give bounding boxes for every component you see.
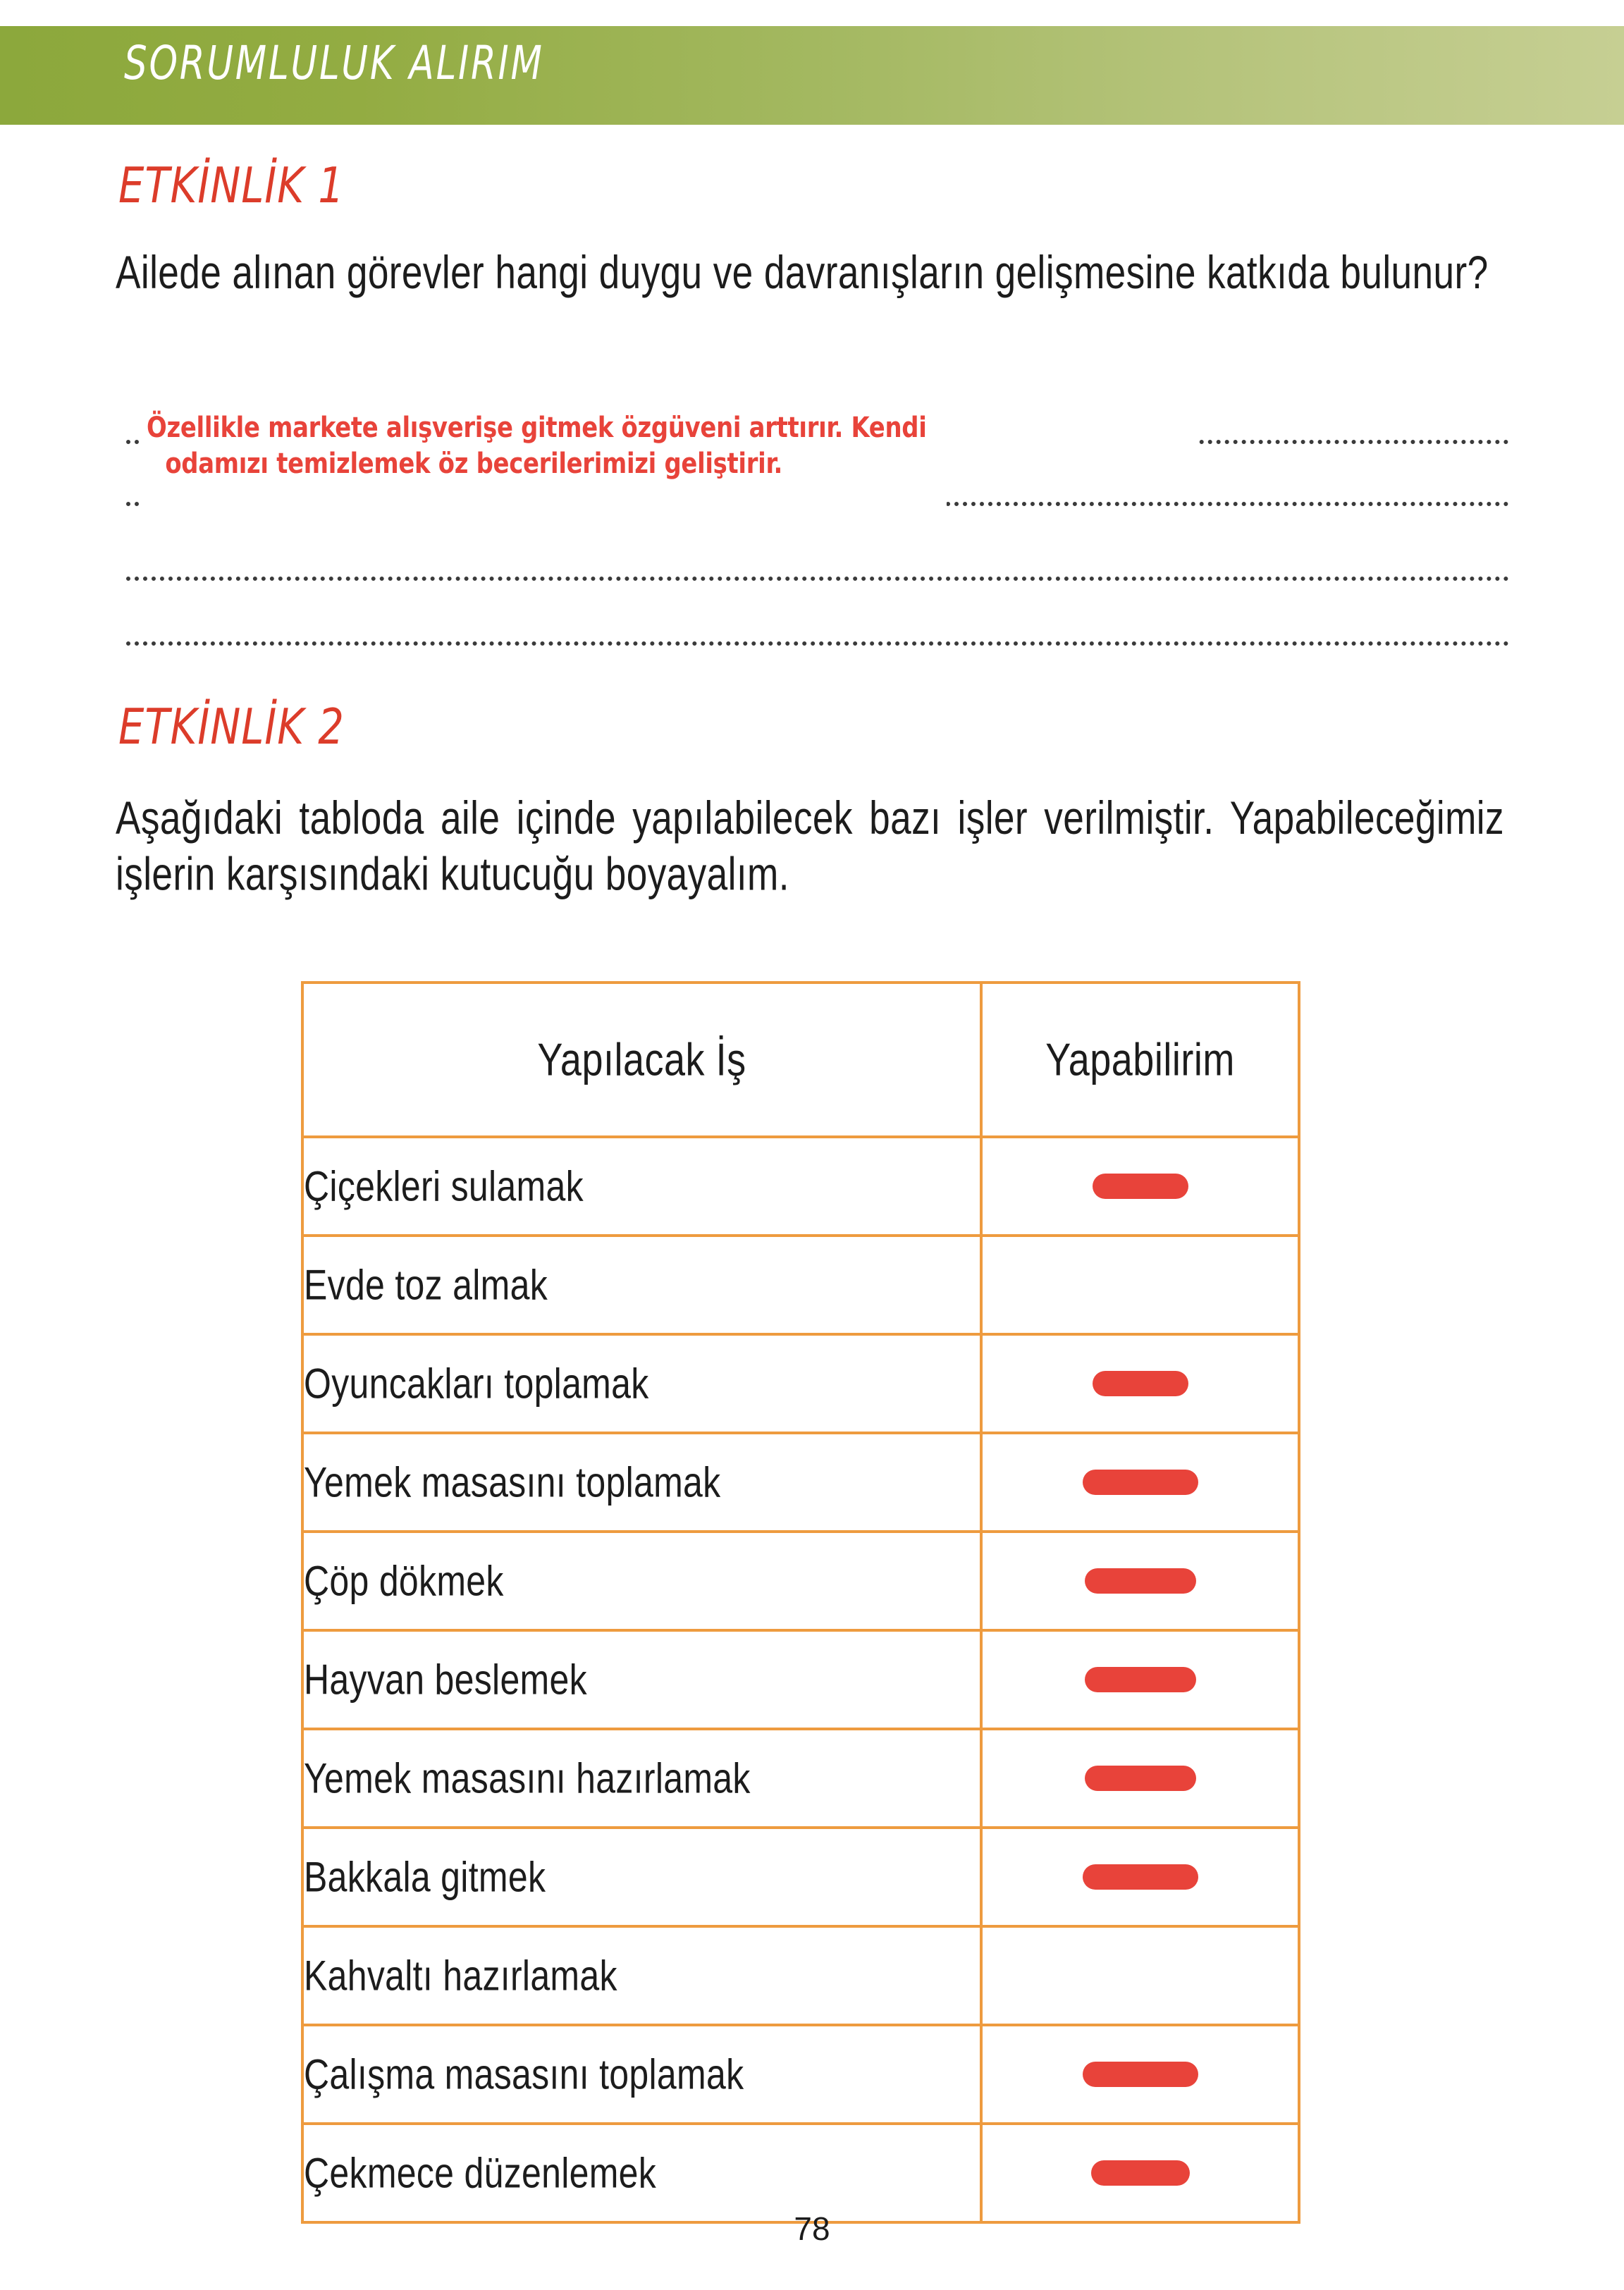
task-name-cell [302, 1630, 981, 1729]
filled-mark-bar [1093, 1174, 1188, 1199]
task-name-label: Oyuncakları toplamak [304, 1360, 649, 1408]
answer-write-mask [140, 485, 947, 515]
task-checklist-table [301, 981, 1300, 2224]
column-header-task-label: Yapılacak İş [537, 1034, 746, 1085]
can-do-checkbox-cell[interactable] [981, 2025, 1299, 2124]
task-name-cell [302, 1828, 981, 1926]
can-do-checkbox-cell[interactable] [981, 1532, 1299, 1630]
task-name-label: Hayvan beslemek [304, 1656, 587, 1704]
task-name-cell [302, 1236, 981, 1334]
task-name-label: Bakkala gitmek [304, 1853, 546, 1901]
table-body [302, 1137, 1299, 2222]
activity-1-heading: ETKİNLİK 1 [118, 156, 345, 214]
task-name-label: Çiçekleri sulamak [304, 1162, 584, 1210]
table-row [302, 1433, 1299, 1532]
filled-mark-bar [1083, 1470, 1198, 1495]
answer-dotted-line [126, 577, 1509, 581]
can-do-checkbox-cell[interactable] [981, 1236, 1299, 1334]
filled-mark-bar [1085, 1667, 1196, 1692]
task-name-cell [302, 1729, 981, 1828]
task-name-cell [302, 2025, 981, 2124]
filled-mark-bar [1093, 1371, 1188, 1396]
task-name-label: Çalışma masasını toplamak [304, 2050, 744, 2098]
filled-mark-bar [1083, 1864, 1198, 1890]
activity-1-answer-text [147, 410, 1167, 482]
can-do-checkbox-cell[interactable] [981, 2124, 1299, 2222]
table-row [302, 1532, 1299, 1630]
table-header-row [302, 983, 1299, 1137]
table-row [302, 2025, 1299, 2124]
page-title: SORUMLULUK ALIRIM [124, 37, 544, 91]
task-name-cell [302, 1334, 981, 1433]
task-name-label: Çöp dökmek [304, 1557, 504, 1605]
table-row [302, 1334, 1299, 1433]
can-do-checkbox-cell[interactable] [981, 1630, 1299, 1729]
activity-1-question: Ailede alınan görevler hangi duygu ve davranışların gelişmesine katkıda bulunur? [116, 247, 1489, 299]
task-name-cell [302, 2124, 981, 2222]
task-name-label: Çekmece düzenlemek [304, 2149, 657, 2197]
answer-line-1: Özellikle markete alışverişe gitmek özgüveni arttırır. Kendi [147, 412, 927, 444]
task-name-cell [302, 1137, 981, 1236]
table-row [302, 1236, 1299, 1334]
answer-dotted-line [126, 641, 1509, 646]
column-header-can-do-label: Yapabilirim [1045, 1034, 1235, 1085]
task-name-label: Yemek masasını toplamak [304, 1458, 721, 1506]
table-row [302, 1828, 1299, 1926]
activity-2-instruction: Aşağıdaki tabloda aile içinde yapılabilecek bazı işler verilmiştir. Yapabileceğimiz işlerin karşısındaki kutucuğu boyayalım. [116, 792, 1504, 900]
filled-mark-bar [1091, 2160, 1190, 2186]
table-row [302, 2124, 1299, 2222]
column-header-task [302, 983, 981, 1137]
task-name-cell [302, 1926, 981, 2025]
task-name-label: Evde toz almak [304, 1261, 548, 1309]
can-do-checkbox-cell[interactable] [981, 1433, 1299, 1532]
column-header-can-do [981, 983, 1299, 1137]
activity-1-answer-area[interactable] [116, 409, 1518, 663]
answer-line-2: odamızı temizlemek öz becerilerimizi geliştirir. [165, 448, 783, 481]
can-do-checkbox-cell[interactable] [981, 1137, 1299, 1236]
can-do-checkbox-cell[interactable] [981, 1926, 1299, 2025]
task-name-cell [302, 1532, 981, 1630]
filled-mark-bar [1085, 1766, 1196, 1791]
filled-mark-bar [1085, 1568, 1196, 1594]
table-row [302, 1729, 1299, 1828]
task-name-label: Yemek masasını hazırlamak [304, 1754, 751, 1802]
can-do-checkbox-cell[interactable] [981, 1828, 1299, 1926]
table-row [302, 1926, 1299, 2025]
table-row [302, 1630, 1299, 1729]
activity-2-heading: ETKİNLİK 2 [118, 698, 345, 756]
task-name-label: Kahvaltı hazırlamak [304, 1952, 617, 2000]
can-do-checkbox-cell[interactable] [981, 1729, 1299, 1828]
filled-mark-bar [1083, 2062, 1198, 2087]
table-row [302, 1137, 1299, 1236]
can-do-checkbox-cell[interactable] [981, 1334, 1299, 1433]
page-number: 78 [794, 2210, 830, 2247]
task-name-cell [302, 1433, 981, 1532]
